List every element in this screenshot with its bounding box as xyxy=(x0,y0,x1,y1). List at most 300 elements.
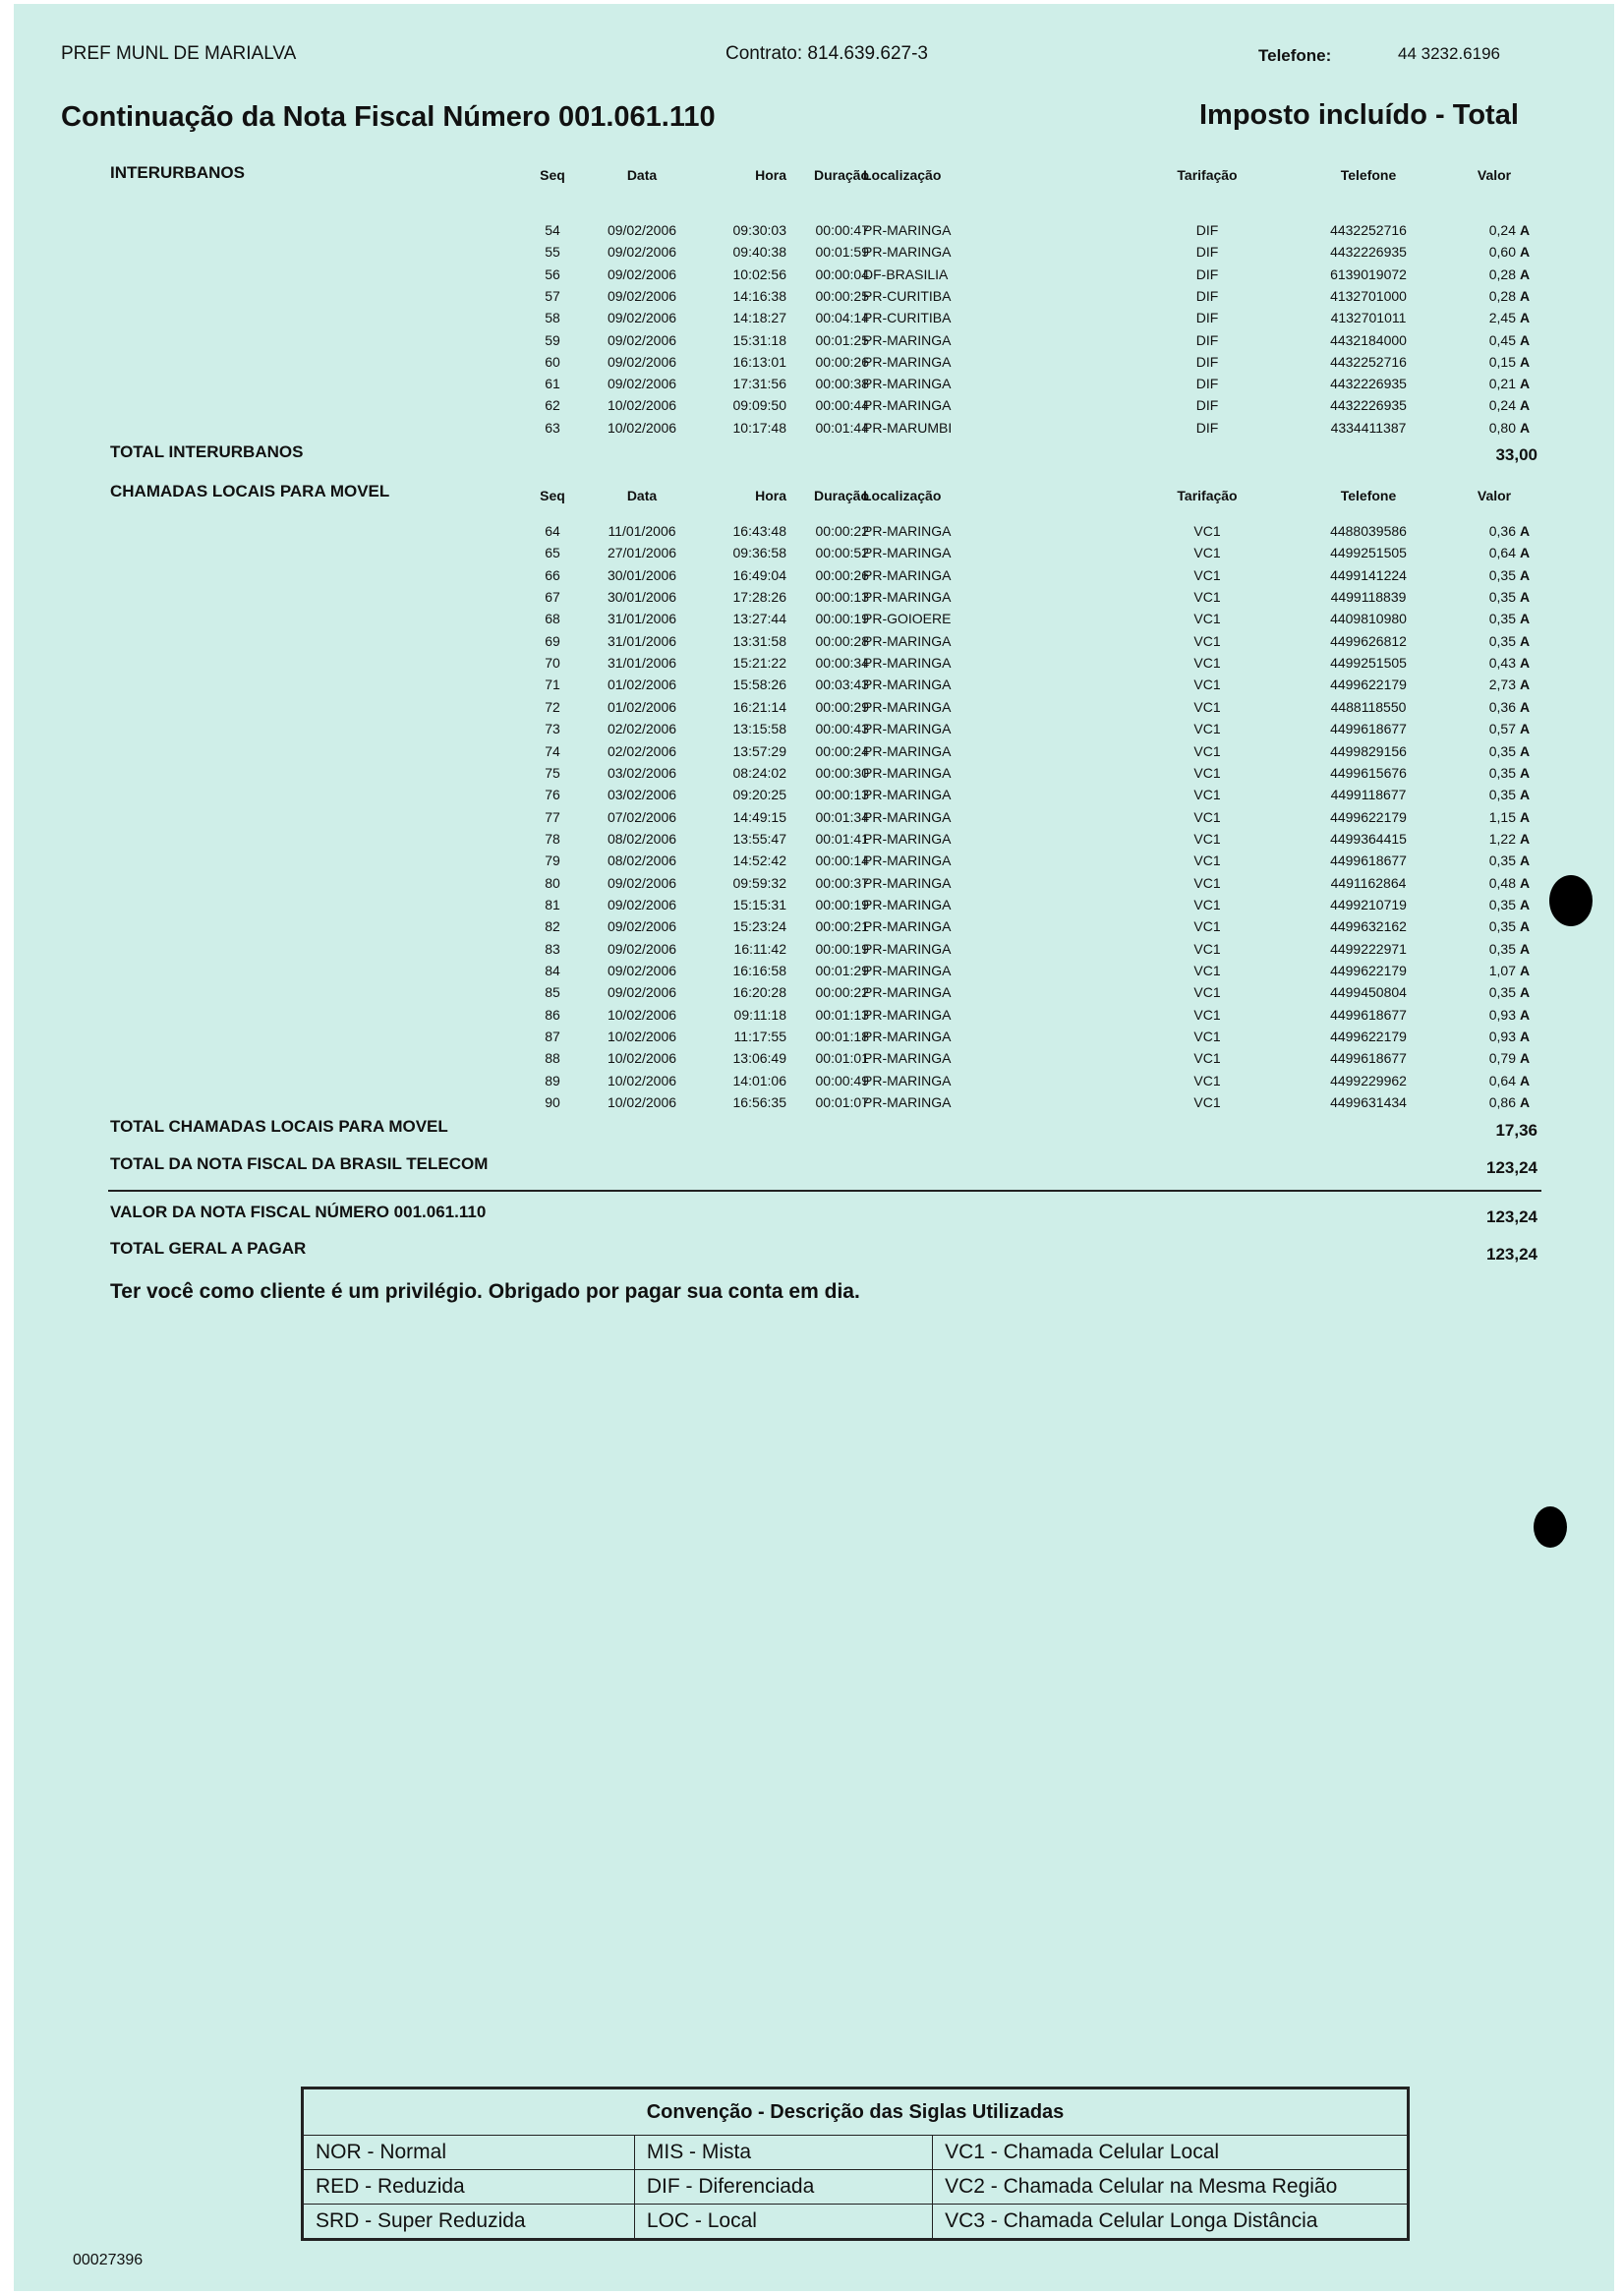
cell-valor: 0,35 xyxy=(1488,632,1516,649)
table-row xyxy=(14,523,1614,545)
cell-loc: PR-MARINGA xyxy=(863,918,952,935)
legend-cell: VC1 - Chamada Celular Local xyxy=(933,2136,1408,2170)
cell-tar: VC1 xyxy=(1193,853,1221,869)
cell-hora: 14:01:06 xyxy=(732,1072,786,1088)
column-header-tarifacao: Tarifação xyxy=(1177,167,1238,183)
cell-tel: 4499626812 xyxy=(1330,632,1407,649)
cell-duracao: 00:00:26 xyxy=(815,566,869,583)
cell-flag: A xyxy=(1520,874,1531,891)
divider xyxy=(108,1190,1541,1192)
cell-seq: 61 xyxy=(545,376,560,392)
cell-seq: 59 xyxy=(545,331,560,348)
cell-tar: VC1 xyxy=(1193,963,1221,978)
cell-valor: 0,35 xyxy=(1488,611,1516,627)
column-header-telefone: Telefone xyxy=(1340,488,1397,503)
cell-hora: 17:31:56 xyxy=(732,376,786,392)
cell-data: 10/02/2006 xyxy=(607,397,677,414)
cell-loc: DF-BRASILIA xyxy=(863,265,949,282)
cell-loc: PR-MARINGA xyxy=(863,566,952,583)
cell-valor: 0,28 xyxy=(1488,287,1516,304)
cell-tar: DIF xyxy=(1195,331,1219,348)
tax-included-title: Imposto incluído - Total xyxy=(1199,99,1519,131)
cell-valor: 0,93 xyxy=(1488,1006,1516,1023)
cell-data: 01/02/2006 xyxy=(607,698,677,715)
cell-data: 31/01/2006 xyxy=(607,632,677,649)
table-row xyxy=(14,1073,1614,1094)
cell-loc: PR-MARINGA xyxy=(863,397,952,414)
cell-loc: PR-MARINGA xyxy=(863,874,952,891)
cell-loc: PR-MARINGA xyxy=(863,787,952,803)
cell-hora: 16:13:01 xyxy=(732,353,786,370)
cell-duracao: 00:01:41 xyxy=(815,830,869,847)
cell-tel: 4499450804 xyxy=(1330,984,1407,1001)
cell-tar: VC1 xyxy=(1193,808,1221,825)
column-header-duracao: Duração xyxy=(813,167,869,183)
table-row xyxy=(14,831,1614,853)
legend-cell: NOR - Normal xyxy=(304,2136,635,2170)
cell-duracao: 00:00:38 xyxy=(815,376,869,392)
cell-flag: A xyxy=(1520,287,1531,304)
cell-seq: 58 xyxy=(545,310,560,326)
cell-valor: 0,36 xyxy=(1488,698,1516,715)
legend-title: Convenção - Descrição das Siglas Utilizadas xyxy=(304,2089,1408,2136)
cell-flag: A xyxy=(1520,764,1531,781)
legend-cell: RED - Reduzida xyxy=(304,2170,635,2205)
cell-flag: A xyxy=(1520,1094,1531,1111)
cell-duracao: 00:01:29 xyxy=(815,963,869,978)
cell-duracao: 00:00:14 xyxy=(815,853,869,869)
cell-data: 02/02/2006 xyxy=(607,742,677,759)
cell-duracao: 00:00:44 xyxy=(815,397,869,414)
cell-loc: PR-MARINGA xyxy=(863,353,952,370)
cell-duracao: 00:00:49 xyxy=(815,1072,869,1088)
cell-hora: 13:31:58 xyxy=(732,632,786,649)
cell-valor: 0,35 xyxy=(1488,896,1516,912)
cell-flag: A xyxy=(1520,310,1531,326)
table-row xyxy=(14,589,1614,611)
cell-tar: VC1 xyxy=(1193,1006,1221,1023)
cell-duracao: 00:00:19 xyxy=(815,611,869,627)
cell-hora: 13:06:49 xyxy=(732,1050,786,1067)
legend-cell: LOC - Local xyxy=(634,2205,932,2239)
cell-data: 09/02/2006 xyxy=(607,287,677,304)
cell-data: 30/01/2006 xyxy=(607,566,677,583)
cell-seq: 82 xyxy=(545,918,560,935)
cell-hora: 16:56:35 xyxy=(732,1094,786,1111)
cell-loc: PR-MARINGA xyxy=(863,589,952,606)
cell-loc: PR-MARINGA xyxy=(863,940,952,957)
column-header-valor: Valor xyxy=(1477,167,1512,183)
cell-loc: PR-MARINGA xyxy=(863,1006,952,1023)
cell-hora: 09:36:58 xyxy=(732,545,786,561)
table-row xyxy=(14,1007,1614,1029)
cell-tel: 4432184000 xyxy=(1330,331,1407,348)
cell-valor: 0,35 xyxy=(1488,742,1516,759)
cell-loc: PR-MARINGA xyxy=(863,376,952,392)
cell-loc: PR-MARINGA xyxy=(863,721,952,737)
cell-duracao: 00:01:07 xyxy=(815,1094,869,1111)
cell-hora: 16:43:48 xyxy=(732,523,786,539)
cell-tar: VC1 xyxy=(1193,1094,1221,1111)
cell-duracao: 00:00:13 xyxy=(815,787,869,803)
cell-loc: PR-MARINGA xyxy=(863,331,952,348)
table-row xyxy=(14,1094,1614,1116)
cell-tar: DIF xyxy=(1195,310,1219,326)
cell-loc: PR-MARINGA xyxy=(863,808,952,825)
cell-data: 27/01/2006 xyxy=(607,545,677,561)
section-title-chamadas-locais: CHAMADAS LOCAIS PARA MOVEL xyxy=(110,482,390,500)
cell-duracao: 00:00:30 xyxy=(815,764,869,781)
cell-data: 09/02/2006 xyxy=(607,310,677,326)
valor-nota-label: VALOR DA NOTA FISCAL NÚMERO 001.061.110 xyxy=(110,1203,487,1221)
cell-valor: 0,64 xyxy=(1488,1072,1516,1088)
cell-tel: 4499615676 xyxy=(1330,764,1407,781)
cell-hora: 08:24:02 xyxy=(732,764,786,781)
column-header-localizacao: Localização xyxy=(863,488,942,503)
cell-flag: A xyxy=(1520,940,1531,957)
legend-cell: DIF - Diferenciada xyxy=(634,2170,932,2205)
cell-tel: 4499618677 xyxy=(1330,1006,1407,1023)
cell-valor: 0,35 xyxy=(1488,918,1516,935)
cell-seq: 56 xyxy=(545,265,560,282)
cell-data: 30/01/2006 xyxy=(607,589,677,606)
cell-seq: 63 xyxy=(545,419,560,436)
cell-duracao: 00:00:13 xyxy=(815,589,869,606)
column-header-tarifacao: Tarifação xyxy=(1177,488,1238,503)
cell-tar: DIF xyxy=(1195,353,1219,370)
cell-duracao: 00:01:18 xyxy=(815,1029,869,1045)
cell-flag: A xyxy=(1520,632,1531,649)
cell-seq: 73 xyxy=(545,721,560,737)
cell-loc: PR-MARINGA xyxy=(863,764,952,781)
cell-valor: 2,45 xyxy=(1488,310,1516,326)
cell-tel: 4499622179 xyxy=(1330,1029,1407,1045)
cell-tel: 4499229962 xyxy=(1330,1072,1407,1088)
table-row xyxy=(14,611,1614,632)
total-interurbanos-value: 33,00 xyxy=(1495,445,1537,464)
table-row xyxy=(14,699,1614,721)
cell-tar: DIF xyxy=(1195,287,1219,304)
cell-seq: 64 xyxy=(545,523,560,539)
cell-duracao: 00:00:29 xyxy=(815,698,869,715)
cell-tar: VC1 xyxy=(1193,764,1221,781)
cell-loc: PR-MARINGA xyxy=(863,222,952,238)
table-row xyxy=(14,721,1614,742)
cell-flag: A xyxy=(1520,830,1531,847)
cell-tel: 4499364415 xyxy=(1330,830,1407,847)
total-geral-label: TOTAL GERAL A PAGAR xyxy=(110,1239,307,1258)
table-row xyxy=(14,376,1614,397)
cell-tel: 4499118677 xyxy=(1330,787,1407,803)
cell-flag: A xyxy=(1520,419,1531,436)
table-row xyxy=(14,984,1614,1006)
cell-seq: 75 xyxy=(545,764,560,781)
cell-seq: 81 xyxy=(545,896,560,912)
legend-cell: VC3 - Chamada Celular Longa Distância xyxy=(933,2205,1408,2239)
cell-tel: 4334411387 xyxy=(1330,419,1407,436)
cell-duracao: 00:00:19 xyxy=(815,896,869,912)
cell-tar: DIF xyxy=(1195,419,1219,436)
cell-data: 10/02/2006 xyxy=(607,1006,677,1023)
cell-tar: VC1 xyxy=(1193,874,1221,891)
cell-loc: PR-MARINGA xyxy=(863,676,952,693)
cell-seq: 57 xyxy=(545,287,560,304)
cell-duracao: 00:00:26 xyxy=(815,353,869,370)
section-title-interurbanos: INTERURBANOS xyxy=(110,163,245,182)
cell-valor: 0,93 xyxy=(1488,1029,1516,1045)
cell-hora: 15:31:18 xyxy=(732,331,786,348)
cell-tar: VC1 xyxy=(1193,787,1221,803)
cell-data: 10/02/2006 xyxy=(607,1050,677,1067)
cell-hora: 16:11:42 xyxy=(733,940,786,957)
cell-hora: 15:21:22 xyxy=(732,655,786,672)
cell-valor: 0,24 xyxy=(1488,397,1516,414)
cell-flag: A xyxy=(1520,353,1531,370)
cell-tel: 4432252716 xyxy=(1330,222,1407,238)
cell-valor: 0,43 xyxy=(1488,655,1516,672)
cell-tel: 4132701011 xyxy=(1330,310,1407,326)
cell-tel: 4409810980 xyxy=(1330,611,1407,627)
cell-tar: VC1 xyxy=(1193,545,1221,561)
cell-hora: 09:40:38 xyxy=(732,244,786,261)
cell-data: 09/02/2006 xyxy=(607,331,677,348)
cell-data: 10/02/2006 xyxy=(607,1094,677,1111)
cell-valor: 1,22 xyxy=(1488,830,1516,847)
legend-table xyxy=(301,2087,1410,2241)
cell-flag: A xyxy=(1520,1050,1531,1067)
cell-hora: 10:02:56 xyxy=(732,265,786,282)
cell-hora: 13:57:29 xyxy=(732,742,786,759)
cell-seq: 90 xyxy=(545,1094,560,1111)
cell-hora: 16:21:14 xyxy=(732,698,786,715)
cell-duracao: 00:00:28 xyxy=(815,632,869,649)
cell-hora: 16:49:04 xyxy=(732,566,786,583)
cell-loc: PR-MARINGA xyxy=(863,1029,952,1045)
cell-flag: A xyxy=(1520,853,1531,869)
cell-tar: VC1 xyxy=(1193,589,1221,606)
total-nota-label: TOTAL DA NOTA FISCAL DA BRASIL TELECOM xyxy=(110,1154,489,1173)
cell-loc: PR-GOIOERE xyxy=(863,611,952,627)
cell-tar: VC1 xyxy=(1193,918,1221,935)
cell-flag: A xyxy=(1520,918,1531,935)
cell-seq: 55 xyxy=(545,244,560,261)
cell-data: 09/02/2006 xyxy=(607,963,677,978)
cell-valor: 0,35 xyxy=(1488,853,1516,869)
cell-tar: VC1 xyxy=(1193,523,1221,539)
cell-data: 10/02/2006 xyxy=(607,419,677,436)
cell-data: 01/02/2006 xyxy=(607,676,677,693)
cell-tel: 4499829156 xyxy=(1330,742,1407,759)
cell-valor: 1,15 xyxy=(1488,808,1516,825)
cell-valor: 0,86 xyxy=(1488,1094,1516,1111)
column-header-row xyxy=(14,488,1614,509)
cell-valor: 0,80 xyxy=(1488,419,1516,436)
cell-tel: 4499632162 xyxy=(1330,918,1407,935)
footer-code: 00027396 xyxy=(73,2252,144,2268)
cell-duracao: 00:00:19 xyxy=(815,940,869,957)
cell-valor: 0,35 xyxy=(1488,940,1516,957)
total-geral-value: 123,24 xyxy=(1486,1245,1537,1264)
cell-flag: A xyxy=(1520,545,1531,561)
total-interurbanos-label: TOTAL INTERURBANOS xyxy=(110,442,304,461)
cell-seq: 72 xyxy=(545,698,560,715)
table-row xyxy=(14,676,1614,698)
cell-tar: VC1 xyxy=(1193,611,1221,627)
cell-valor: 2,73 xyxy=(1488,676,1516,693)
table-row xyxy=(14,765,1614,787)
cell-tel: 4499622179 xyxy=(1330,808,1407,825)
scan-blot xyxy=(1549,875,1593,926)
cell-data: 09/02/2006 xyxy=(607,896,677,912)
table-row xyxy=(14,288,1614,310)
cell-duracao: 00:04:14 xyxy=(815,310,869,326)
cell-data: 10/02/2006 xyxy=(607,1072,677,1088)
total-chamadas-value: 17,36 xyxy=(1495,1121,1537,1140)
cell-duracao: 00:00:47 xyxy=(815,222,869,238)
cell-flag: A xyxy=(1520,721,1531,737)
cell-duracao: 00:00:25 xyxy=(815,287,869,304)
cell-tel: 4432226935 xyxy=(1330,376,1407,392)
cell-valor: 0,21 xyxy=(1488,376,1516,392)
cell-loc: PR-MARINGA xyxy=(863,632,952,649)
column-header-seq: Seq xyxy=(540,167,565,183)
cell-flag: A xyxy=(1520,808,1531,825)
column-header-seq: Seq xyxy=(540,488,565,503)
table-row xyxy=(14,397,1614,419)
cell-valor: 0,45 xyxy=(1488,331,1516,348)
cell-hora: 16:16:58 xyxy=(732,963,786,978)
cell-duracao: 00:00:22 xyxy=(815,523,869,539)
cell-seq: 68 xyxy=(545,611,560,627)
cell-valor: 0,35 xyxy=(1488,566,1516,583)
cell-tel: 4499618677 xyxy=(1330,1050,1407,1067)
cell-tel: 4499251505 xyxy=(1330,655,1407,672)
page-title: Continuação da Nota Fiscal Número 001.061.110 xyxy=(61,101,716,133)
cell-valor: 0,64 xyxy=(1488,545,1516,561)
cell-duracao: 00:00:22 xyxy=(815,984,869,1001)
cell-seq: 87 xyxy=(545,1029,560,1045)
cell-valor: 0,57 xyxy=(1488,721,1516,737)
cell-tar: VC1 xyxy=(1193,566,1221,583)
cell-flag: A xyxy=(1520,611,1531,627)
cell-loc: PR-MARINGA xyxy=(863,545,952,561)
cell-flag: A xyxy=(1520,787,1531,803)
cell-duracao: 00:03:43 xyxy=(815,676,869,693)
cell-data: 08/02/2006 xyxy=(607,830,677,847)
table-row xyxy=(14,743,1614,765)
cell-tar: VC1 xyxy=(1193,896,1221,912)
cell-data: 07/02/2006 xyxy=(607,808,677,825)
cell-flag: A xyxy=(1520,376,1531,392)
thank-you-message: Ter você como cliente é um privilégio. Obrigado por pagar sua conta em dia. xyxy=(110,1280,860,1303)
cell-duracao: 00:01:59 xyxy=(815,244,869,261)
cell-seq: 79 xyxy=(545,853,560,869)
cell-hora: 17:28:26 xyxy=(732,589,786,606)
cell-duracao: 00:00:21 xyxy=(815,918,869,935)
cell-loc: PR-MARINGA xyxy=(863,1072,952,1088)
table-row xyxy=(14,875,1614,897)
cell-tar: VC1 xyxy=(1193,984,1221,1001)
cell-tel: 4488039586 xyxy=(1330,523,1407,539)
cell-loc: PR-MARINGA xyxy=(863,896,952,912)
cell-flag: A xyxy=(1520,222,1531,238)
cell-data: 09/02/2006 xyxy=(607,222,677,238)
cell-tel: 4488118550 xyxy=(1330,698,1407,715)
cell-tar: VC1 xyxy=(1193,721,1221,737)
cell-flag: A xyxy=(1520,523,1531,539)
cell-loc: PR-CURITIBA xyxy=(863,310,952,326)
cell-tel: 4432252716 xyxy=(1330,353,1407,370)
legend-cell: SRD - Super Reduzida xyxy=(304,2205,635,2239)
legend-cell: VC2 - Chamada Celular na Mesma Região xyxy=(933,2170,1408,2205)
cell-valor: 0,24 xyxy=(1488,222,1516,238)
cell-data: 09/02/2006 xyxy=(607,244,677,261)
cell-seq: 84 xyxy=(545,963,560,978)
cell-data: 09/02/2006 xyxy=(607,984,677,1001)
cell-duracao: 00:01:01 xyxy=(815,1050,869,1067)
column-header-telefone: Telefone xyxy=(1340,167,1397,183)
cell-seq: 83 xyxy=(545,940,560,957)
table-row xyxy=(14,853,1614,874)
table-row xyxy=(14,545,1614,566)
cell-seq: 54 xyxy=(545,222,560,238)
table-row xyxy=(14,633,1614,655)
scan-blot xyxy=(1534,1506,1567,1548)
column-header-localizacao: Localização xyxy=(863,167,942,183)
cell-loc: PR-MARUMBI xyxy=(863,419,953,436)
column-header-hora: Hora xyxy=(755,488,786,503)
table-row xyxy=(14,1029,1614,1050)
column-header-data: Data xyxy=(626,488,658,503)
cell-duracao: 00:00:04 xyxy=(815,265,869,282)
cell-tar: VC1 xyxy=(1193,632,1221,649)
table-row xyxy=(14,897,1614,918)
cell-hora: 14:52:42 xyxy=(732,853,786,869)
cell-seq: 88 xyxy=(545,1050,560,1067)
cell-duracao: 00:00:37 xyxy=(815,874,869,891)
total-nota-value: 123,24 xyxy=(1486,1158,1537,1177)
table-row xyxy=(14,332,1614,354)
cell-tel: 4432226935 xyxy=(1330,244,1407,261)
cell-tel: 4499141224 xyxy=(1330,566,1407,583)
cell-flag: A xyxy=(1520,676,1531,693)
cell-seq: 65 xyxy=(545,545,560,561)
cell-data: 11/01/2006 xyxy=(608,523,676,539)
cell-duracao: 00:00:34 xyxy=(815,655,869,672)
cell-seq: 89 xyxy=(545,1072,560,1088)
cell-tel: 4499631434 xyxy=(1330,1094,1407,1111)
cell-duracao: 00:00:24 xyxy=(815,742,869,759)
cell-duracao: 00:01:25 xyxy=(815,331,869,348)
cell-hora: 14:16:38 xyxy=(732,287,786,304)
cell-valor: 0,35 xyxy=(1488,589,1516,606)
cell-valor: 0,60 xyxy=(1488,244,1516,261)
cell-data: 09/02/2006 xyxy=(607,376,677,392)
cell-tel: 4499622179 xyxy=(1330,676,1407,693)
cell-tel: 6139019072 xyxy=(1330,265,1407,282)
cell-loc: PR-MARINGA xyxy=(863,830,952,847)
cell-flag: A xyxy=(1520,742,1531,759)
cell-tel: 4491162864 xyxy=(1330,874,1407,891)
cell-loc: PR-MARINGA xyxy=(863,742,952,759)
cell-loc: PR-CURITIBA xyxy=(863,287,952,304)
cell-tel: 4499251505 xyxy=(1330,545,1407,561)
cell-seq: 69 xyxy=(545,632,560,649)
cell-duracao: 00:01:34 xyxy=(815,808,869,825)
cell-loc: PR-MARINGA xyxy=(863,655,952,672)
column-header-valor: Valor xyxy=(1477,488,1512,503)
cell-flag: A xyxy=(1520,896,1531,912)
